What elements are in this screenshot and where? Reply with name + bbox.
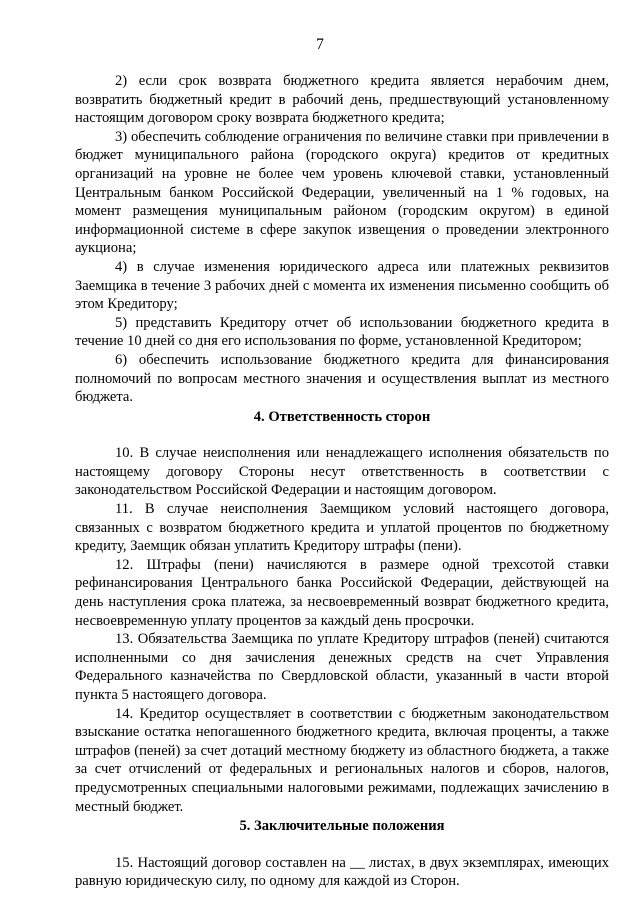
paragraph-3: 3) обеспечить соблюдение ограничения по величине ставки при привлечении в бюджет муниципального района (городского округа) кредитов от кредитных организаций на уровне не более чем уровень ключевой ставки, установленный Центральным банком Российской Федерации, увеличенный на 1 % годовых, на момент размещения муниципальным районом (городским округом) в единой информационной системе в сфере закупок извещения о проведении электронного аукциона; [75, 128, 609, 257]
paragraph-4: 4) в случае изменения юридического адреса или платежных реквизитов Заемщика в течение 3 рабочих дней с момента их изменения письменно сообщить об этом Кредитору; [75, 258, 609, 313]
clause-10: 10. В случае неисполнения или ненадлежащего исполнения обязательств по настоящему договору Стороны несут ответственность в соответствии с законодательством Российской Федерации и настоящим договором. [75, 445, 609, 499]
page-number: 7 [316, 36, 324, 53]
paragraph-5: 5) представить Кредитору отчет об использовании бюджетного кредита в течение 10 дней со дня его использования по форме, установленной Кредитором; [75, 314, 609, 350]
clause-11: 11. В случае неисполнения Заемщиком условий настоящего договора, связанных с возвратом бюджетного кредита и уплатой процентов по бюджетному кредиту, Заемщик обязан уплатить Кредитору штрафы (пени). [75, 501, 609, 555]
section-5-heading: 5. Заключительные положения [239, 818, 445, 835]
paragraph-6: 6) обеспечить использование бюджетного кредита для финансирования полномочий по вопросам местного значения и осуществления выплат из местного бюджета. [75, 351, 609, 406]
clause-15: 15. Настоящий договор составлен на __ листах, в двух экземплярах, имеющих равную юридическую силу, по одному для каждой из Сторон. [75, 854, 609, 890]
clause-14: 14. Кредитор осуществляет в соответствии с бюджетным законодательством взыскание остатка непогашенного бюджетного кредита, включая проценты, а также штрафов (пеней) за счет дотаций местному бюджету из областного бюджета, а также за счет отчислений от федеральных и региональных налогов и сборов, налогов, предусмотренных специальными налоговыми режимами, подлежащих зачислению в местный бюджет. [75, 705, 609, 815]
document-body [75, 72, 609, 891]
paragraph-2: 2) если срок возврата бюджетного кредита является нерабочим днем, возвратить бюджетный кредит в рабочий день, предшествующий установленному настоящим договором сроку возврата бюджетного кредита; [75, 73, 609, 127]
clause-13: 13. Обязательства Заемщика по уплате Кредитору штрафов (пеней) считаются исполненными со дня зачисления денежных средств на счет Управления Федерального казначейства по Свердловской области, указанный в части второй пункта 5 настоящего договора. [75, 631, 609, 703]
clause-12: 12. Штрафы (пени) начисляются в размере одной трехсотой ставки рефинансирования Центрального банка Российской Федерации, действующей на день наступления срока платежа, за несвоевременный возврат бюджетного кредита, несвоевременную уплату процентов за каждый день просрочки. [75, 556, 609, 629]
section-4-heading: 4. Ответственность сторон [253, 408, 431, 425]
